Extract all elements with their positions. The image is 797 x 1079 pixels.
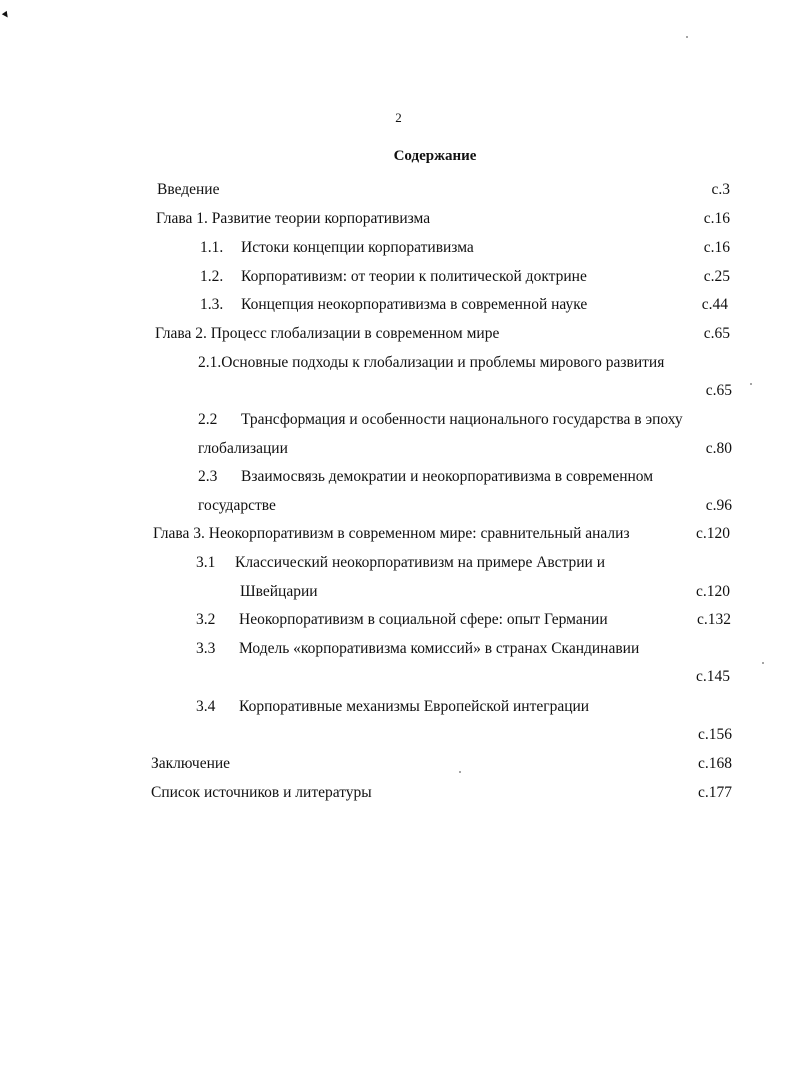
toc-entry-intro: Введение [157, 181, 220, 198]
toc-entry-3-4 [196, 697, 589, 717]
toc-label: Концепция неокорпоративизма в современной науке [241, 296, 588, 313]
toc-entry-1-1 [200, 238, 474, 258]
toc-entry-chapter-2: Глава 2. Процесс глобализации в современном мире [155, 325, 500, 342]
toc-entry-3-1 [196, 553, 605, 573]
toc-label: Трансформация и особенности национального государства в эпоху [241, 411, 683, 428]
toc-page-intro: с.3 [711, 181, 730, 198]
toc-entry-sources: Список источников и литературы [151, 784, 372, 801]
toc-entry-3-1-continued: Швейцарии [240, 583, 318, 600]
toc-entry-2-1: 2.1.Основные подходы к глобализации и проблемы мирового развития [198, 354, 665, 371]
scan-speck [459, 771, 461, 773]
toc-entry-2-3-continued: государстве [198, 497, 276, 514]
toc-page-chapter-1: с.16 [703, 210, 730, 227]
toc-entry-1-2 [200, 267, 587, 287]
toc-label: Корпоративизм: от теории к политической доктрине [241, 268, 587, 285]
page-number: 2 [395, 110, 402, 125]
toc-number: 3.4 [196, 698, 216, 715]
toc-entry-3-3 [196, 639, 639, 659]
toc-number: 1.3. [200, 296, 224, 313]
toc-entry-3-2 [196, 610, 608, 630]
toc-entry-1-3 [200, 295, 587, 315]
toc-number: 1.1. [200, 239, 224, 256]
toc-page-1-2: с.25 [703, 268, 730, 285]
toc-page-2-1: с.65 [705, 382, 732, 399]
scan-speck [762, 662, 764, 664]
toc-page-3-2: с.132 [696, 611, 731, 628]
toc-number: 3.1 [196, 554, 216, 571]
toc-label: Корпоративные механизмы Европейской интеграции [239, 698, 590, 715]
toc-number: 2.2 [198, 411, 218, 428]
toc-entry-2-2 [198, 410, 683, 430]
toc-page-1-1: с.16 [703, 239, 730, 256]
toc-page-3-3: с.145 [695, 668, 730, 685]
toc-entry-conclusion: Заключение [151, 755, 231, 772]
toc-label: Взаимосвязь демократии и неокорпоративизма в современном [241, 468, 654, 485]
toc-label: Классический неокорпоративизм на примере Австрии и [235, 554, 606, 571]
toc-number: 1.2. [200, 268, 224, 285]
toc-page-3-1: с.120 [695, 583, 730, 600]
toc-label: Модель «корпоративизма комиссий» в странах Скандинавии [239, 640, 640, 657]
toc-number: 3.2 [196, 611, 216, 628]
scan-speck [686, 36, 688, 38]
toc-number: 3.3 [196, 640, 216, 657]
page-title: Содержание [393, 148, 477, 164]
toc-page-2-3: с.96 [705, 497, 732, 514]
toc-page-chapter-2: с.65 [703, 325, 730, 342]
toc-page-sources: с.177 [697, 784, 732, 801]
toc-page-2-2: с.80 [705, 440, 732, 457]
toc-entry-chapter-1: Глава 1. Развитие теории корпоративизма [156, 210, 431, 227]
toc-page-3-4: с.156 [697, 726, 732, 743]
scan-mark-icon [2, 11, 10, 19]
scan-speck [750, 383, 752, 385]
toc-entry-chapter-3: Глава 3. Неокорпоративизм в современном мире: сравнительный анализ [153, 525, 630, 542]
toc-entry-2-3 [198, 467, 653, 487]
toc-label: Истоки концепции корпоративизма [241, 239, 474, 256]
toc-label: Неокорпоративизм в социальной сфере: опыт Германии [239, 611, 608, 628]
toc-page-chapter-3: с.120 [695, 525, 730, 542]
toc-entry-2-2-continued: глобализации [198, 440, 288, 457]
toc-page-conclusion: с.168 [697, 755, 732, 772]
toc-page-1-3: с.44 [701, 296, 728, 313]
toc-number: 2.3 [198, 468, 218, 485]
